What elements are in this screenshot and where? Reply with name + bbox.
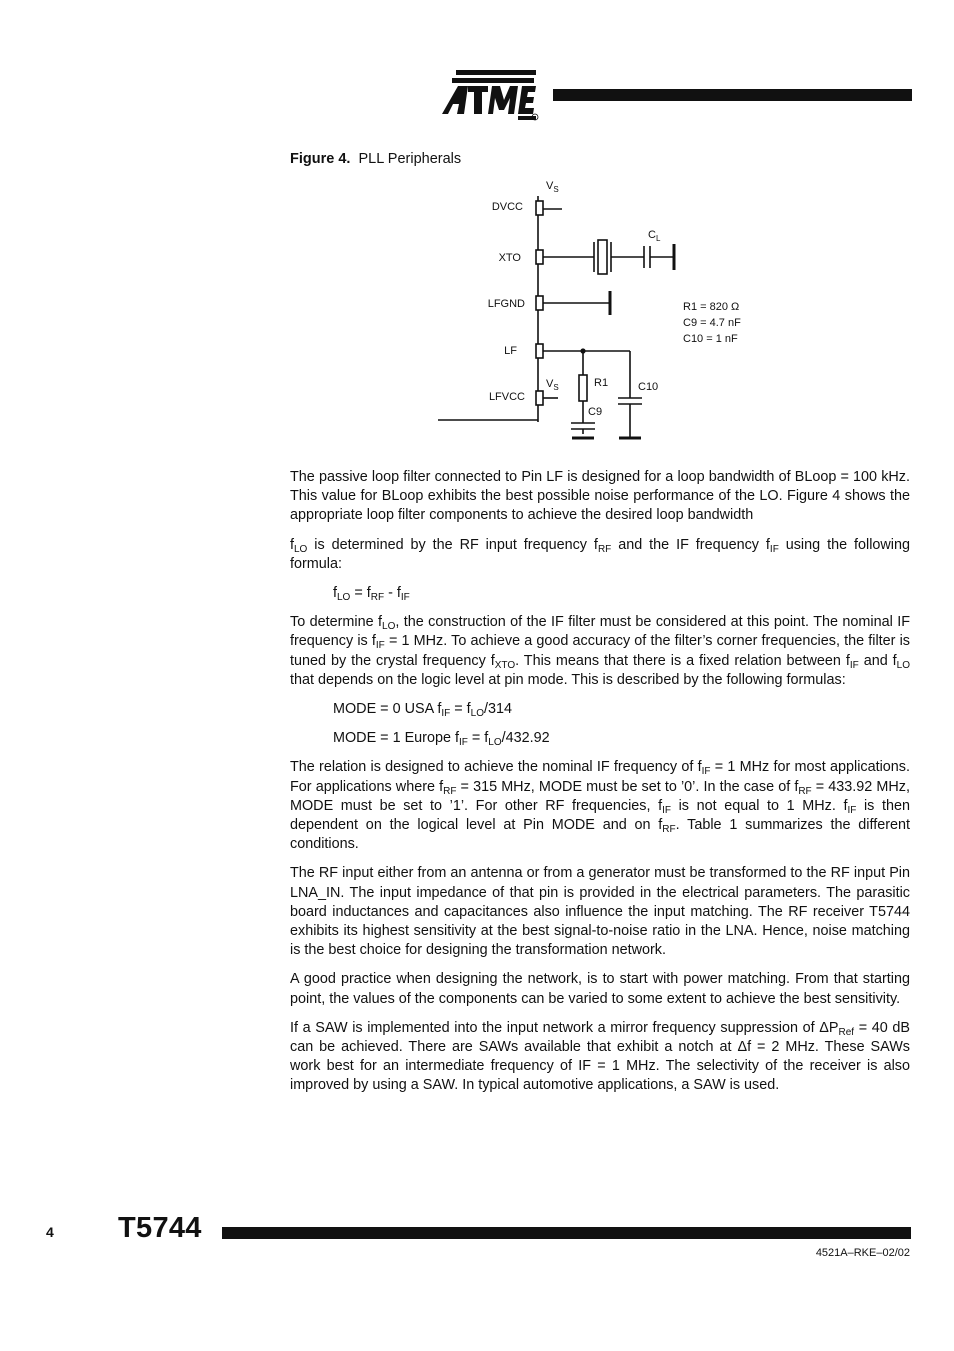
figure-number: Figure 4. <box>290 151 351 167</box>
paragraph: To determine $f_{LO}$, the construction of the IF filter must be considered at this point. The nominal IF frequency is $f_{IF} = 1$ MHz. To achieve a good accuracy of the filter’s corner frequencies, the filter is tuned by the crystal frequency $f_{XTO}$. This means that there is a fixed relation between $f_{IF}$ and $f_{LO}$ that depends on the logic level at pin mode. This is described by the following formulas: <box>290 614 910 688</box>
pin-label-lfvcc: LFVCC <box>488 391 525 403</box>
paragraph: The relation is designed to achieve the nominal IF frequency of $f_{IF} = 1$ MHz for most applications. For applications where $f_{RF} = 315$ MHz, MODE must be set to ’0’. In the case of $f_{RF} = 433.92$ MHz, MODE must be set to ’1’. For other RF frequencies, $f_{IF}$ is not equal to 1 MHz. $f_{IF}$ is then dependent on the logical level at Pin MODE and on $f_{RF}$. Table 1 summarizes the different conditions. <box>290 759 910 853</box>
c10-label: C10 <box>638 381 659 393</box>
body-text <box>290 468 910 1106</box>
pin-label-dvcc: DVCC <box>491 201 523 213</box>
value-c9: C9 = 4.7 nF <box>683 317 741 329</box>
formula: $f_{LO} = f_{RF} - f_{IF}$ <box>333 585 410 604</box>
paragraph: The RF input either from an antenna or from a generator must be transformed to the RF input Pin LNA_IN. The input impedance of that pin is provided in the electrical parameters. The parasitic board inductances and capacitances also influence the input matching. The RF receiver T5744 exhibits its highest sensitivity at the best signal-to-noise ratio in the LNA. Hence, noise matching is the best choice for designing the transformation network. <box>290 865 910 959</box>
formula: MODE = 0 USA $f_{IF} = f_{LO}/314$ <box>333 701 513 720</box>
vs-label-top: $V_S$ <box>546 180 559 194</box>
figure-caption <box>290 151 461 167</box>
value-r1: R1 = 820 Ω <box>683 301 740 313</box>
cl-label: $C_L$ <box>648 229 661 243</box>
value-c10: C10 = 1 nF <box>683 333 738 345</box>
paragraph: A good practice when designing the network, is to start with power matching. From that starting point, the values of the components can be varied to some extent to achieve the best sensitivity. <box>290 971 910 1007</box>
figure-title: PLL Peripherals <box>358 151 462 167</box>
paragraph: $f_{LO}$ is determined by the RF input frequency $f_{RF}$ and the IF frequency $f_{IF}$ using the following formula: <box>290 536 910 572</box>
c9-label: C9 <box>588 406 603 418</box>
formula: MODE = 1 Europe $f_{IF} = f_{LO}/432.92$ <box>333 730 550 749</box>
paragraph: If a SAW is implemented into the input network a mirror frequency suppression of $\Delta P_{Ref} = 40$ dB can be achieved. There are SAWs available that exhibit a notch at Δf = 2 MHz. These SAWs work best for an intermediate frequency of IF = 1 MHz. The selectivity of the receiver is also improved by using a SAW. In typical automotive applications, a SAW is used. <box>290 1019 911 1094</box>
pin-label-xto: XTO <box>498 252 521 264</box>
pin-label-lfgnd: LFGND <box>487 298 525 310</box>
header-rule <box>553 89 912 101</box>
product-name: T5744 <box>118 1212 202 1244</box>
paragraph: The passive loop filter connected to Pin LF is designed for a loop bandwidth of BLoop = 100 kHz. This value for BLoop exhibits the best possible noise performance of the LO. Figure 4 shows the appropriate loop filter components to achieve the desired loop bandwidth <box>290 469 910 524</box>
vs-label-bottom: $V_S$ <box>546 378 559 392</box>
footer-rule <box>222 1227 911 1239</box>
atmel-logo <box>438 66 542 122</box>
r1-label: R1 <box>594 377 609 389</box>
page-number: 4 <box>46 1224 54 1240</box>
document-code: 4521A–RKE–02/02 <box>815 1247 910 1259</box>
pin-label-lf: LF <box>504 345 517 357</box>
pll-circuit-diagram <box>430 176 790 448</box>
